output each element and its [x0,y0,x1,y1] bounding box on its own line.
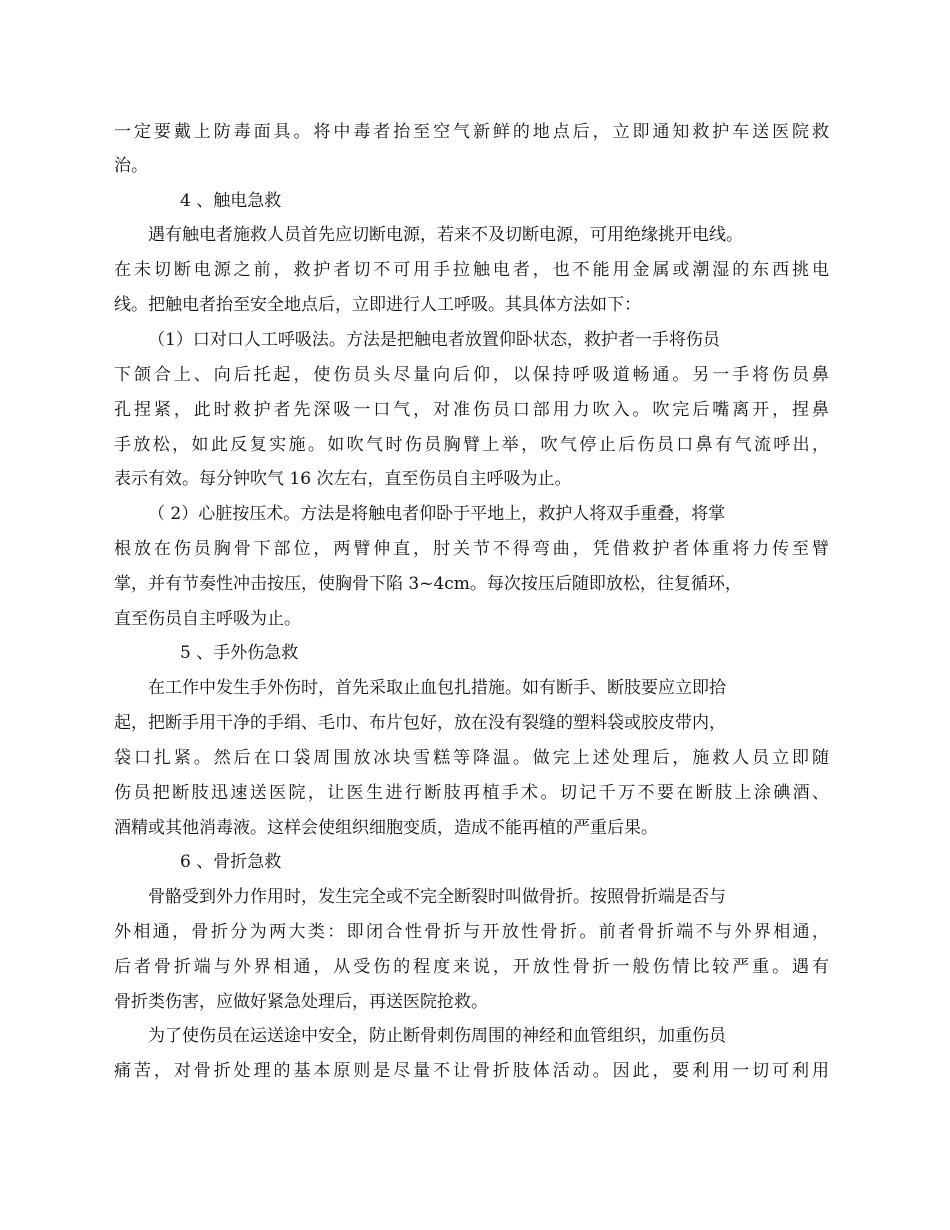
section-heading: 6 、骨折急救 [180,852,282,872]
text-line: 后者骨折端与外界相通，从受伤的程度来说，开放性骨折一般伤情比较严重。遇有 [114,957,829,977]
text-line: 下颌合上、向后托起，使伤员头尽量向后仰，以保持呼吸道畅通。另一手将伤员鼻 [114,365,829,385]
text-line: 骨骼受到外力作用时，发生完全或不完全断裂时叫做骨折。按照骨折端是否与 [148,887,726,907]
text-line: 袋口扎紧。然后在口袋周围放冰块雪糕等降温。做完上述处理后，施救人员立即随 [114,748,829,768]
section-heading: 5 、手外伤急救 [180,643,299,663]
text-line: 伤员把断肢迅速送医院，让医生进行断肢再植手术。切记千万不要在断肢上涂碘酒、 [114,783,829,803]
text-line: 一定要戴上防毒面具。将中毒者抬至空气新鲜的地点后，立即通知救护车送医院救 [114,122,829,142]
text-line: 孔捏紧，此时救护者先深吸一口气，对准伤员口部用力吹入。吹完后嘴离开，捏鼻 [114,400,829,420]
text-line: （1）口对口人工呼吸法。方法是把触电者放置仰卧状态，救护者一手将伤员 [148,330,720,350]
text-line: 治。 [114,156,148,176]
text-line: 起，把断手用干净的手绢、毛巾、布片包好，放在没有裂缝的塑料袋或胶皮带内， [114,713,726,733]
text-line: 掌，并有节奏性冲击按压，使胸骨下陷 3~4cm。每次按压后随即放松，往复循环， [114,574,742,594]
text-line: 直至伤员自主呼吸为止。 [114,609,301,629]
text-line: 为了使伤员在运送途中安全，防止断骨刺伤周围的神经和血管组织，加重伤员 [148,1026,726,1046]
section-heading: 4 、触电急救 [180,191,282,211]
text-line: 骨折类伤害，应做好紧急处理后，再送医院抢救。 [114,992,488,1012]
text-line: 在工作中发生手外伤时，首先采取止血包扎措施。如有断手、断肢要应立即拾 [148,678,726,698]
text-line: 手放松，如此反复实施。如吹气时伤员胸臂上举，吹气停止后伤员口鼻有气流呼出， [114,435,829,455]
text-line: 线。把触电者抬至安全地点后，立即进行人工呼吸。其具体方法如下： [114,295,641,315]
text-line: 根放在伤员胸骨下部位，两臂伸直，肘关节不得弯曲，凭借救护者体重将力传至臂 [114,539,829,559]
text-line: 在未切断电源之前，救护者切不可用手拉触电者，也不能用金属或潮湿的东西挑电 [114,260,829,280]
text-line: （ 2）心脏按压术。方法是将触电者仰卧于平地上，救护人将双手重叠，将掌 [148,504,726,524]
text-line: 外相通，骨折分为两大类：即闭合性骨折与开放性骨折。前者骨折端不与外界相通， [114,922,829,942]
text-line: 遇有触电者施救人员首先应切断电源，若来不及切断电源，可用绝缘挑开电线。 [148,225,743,245]
text-line: 酒精或其他消毒液。这样会使组织细胞变质，造成不能再植的严重后果。 [114,818,658,838]
text-line: 痛苦，对骨折处理的基本原则是尽量不让骨折肢体活动。因此，要利用一切可利用 [114,1061,829,1081]
text-line: 表示有效。每分钟吹气 16 次左右，直至伤员自主呼吸为止。 [114,469,572,489]
